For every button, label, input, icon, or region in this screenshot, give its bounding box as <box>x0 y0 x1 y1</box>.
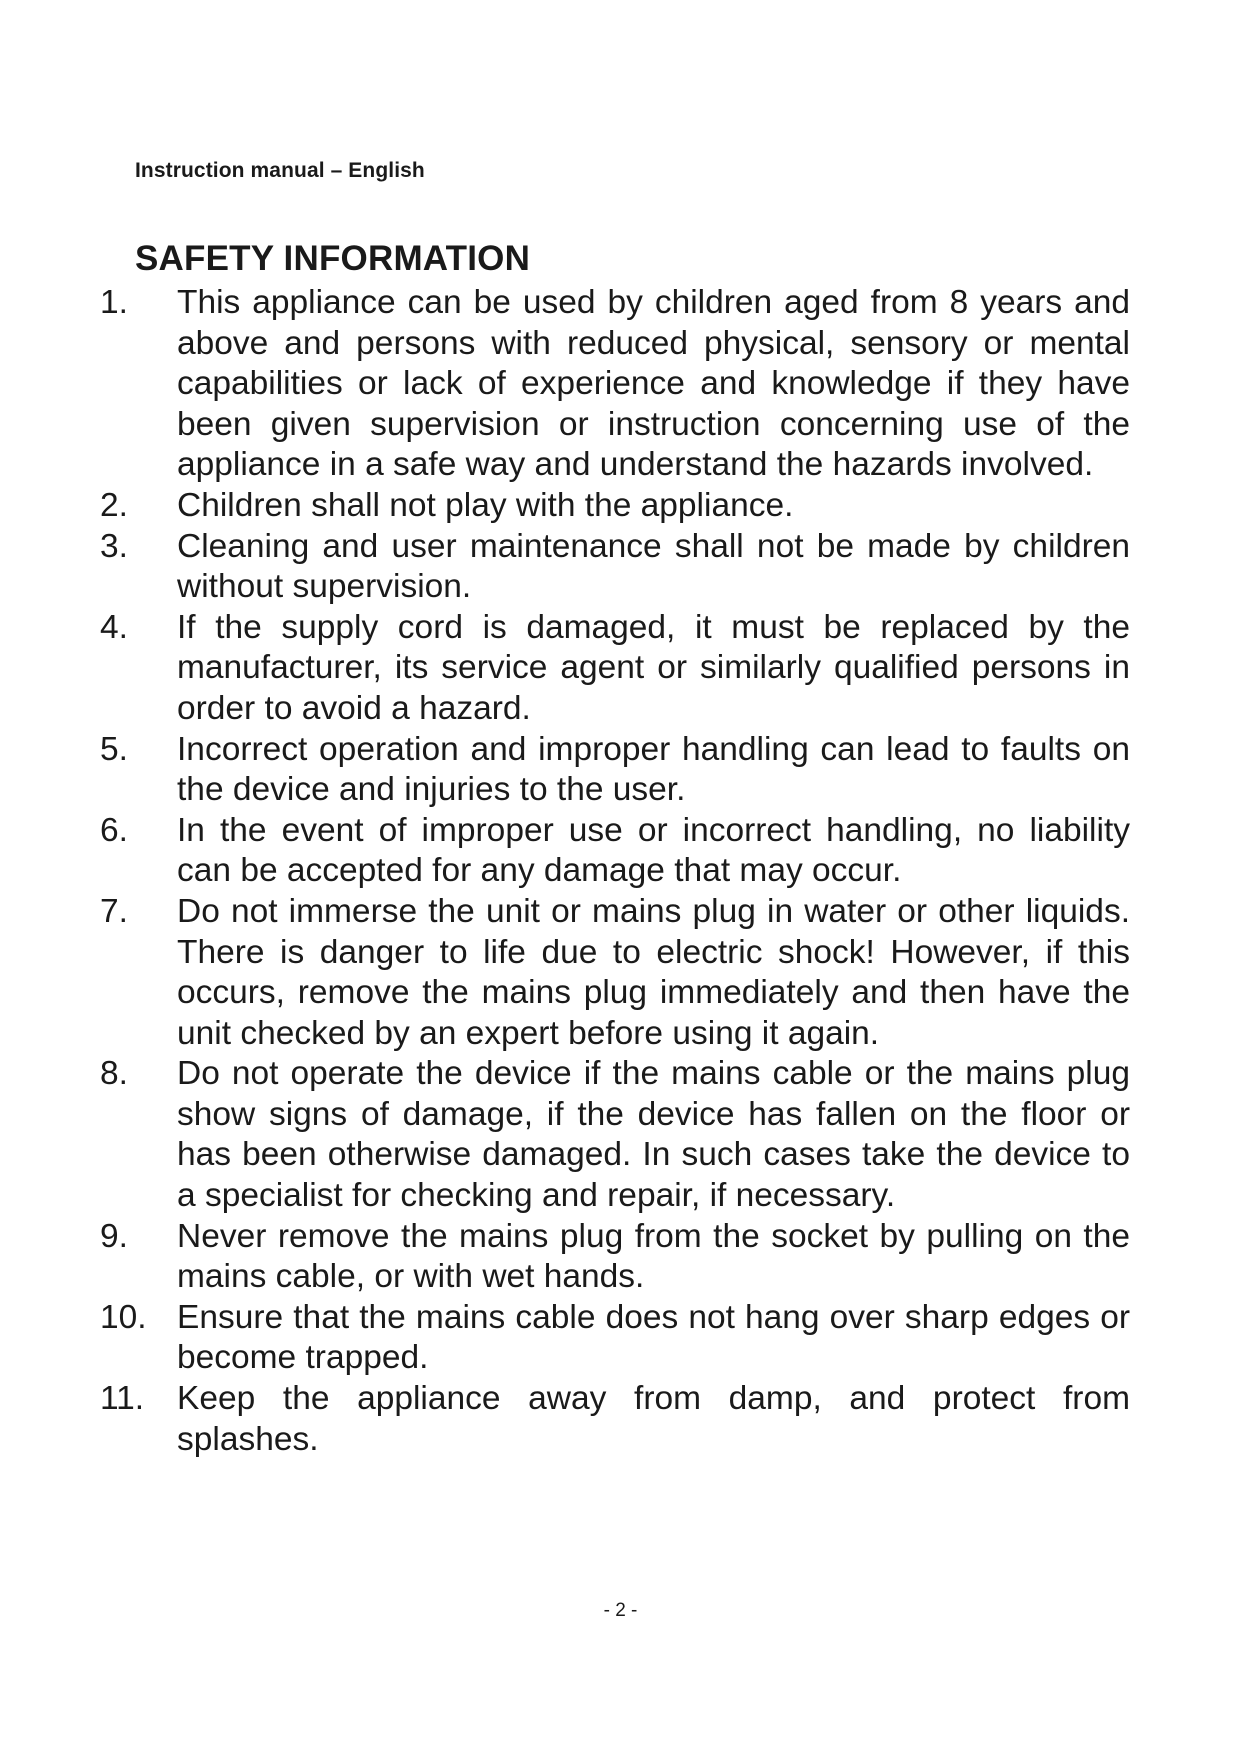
item-text: Do not operate the device if the mains cable or the mains plug show signs of damage, if the device has fallen on the floor or has been otherwise damaged. In such cases take the device to a specialist for checking and repair, if necessary. <box>177 1055 1130 1215</box>
item-text: Keep the appliance away from damp, and protect from splashes. <box>177 1380 1130 1458</box>
safety-list <box>100 283 1130 1460</box>
list-item <box>100 283 1130 486</box>
list-item <box>100 730 1130 811</box>
item-text: Do not immerse the unit or mains plug in water or other liquids. There is danger to life due to electric shock! However, if this occurs, remove the mains plug immediately and then have the unit checked by an expert before using it again. <box>177 892 1130 1052</box>
list-item <box>100 1217 1130 1298</box>
item-number: 11. <box>100 1380 145 1418</box>
item-number: 4. <box>100 608 128 646</box>
item-number: 3. <box>100 527 128 565</box>
list-item <box>100 892 1130 1054</box>
item-number: 6. <box>100 811 128 849</box>
list-item <box>100 608 1130 730</box>
list-item <box>100 527 1130 608</box>
item-text: If the supply cord is damaged, it must be replaced by the manufacturer, its service agent or similarly qualified persons in order to avoid a hazard. <box>177 608 1130 727</box>
item-number: 10. <box>100 1298 147 1336</box>
item-text: In the event of improper use or incorrect handling, no liability can be accepted for any damage that may occur. <box>177 811 1130 890</box>
list-item <box>100 1298 1130 1379</box>
item-text: Never remove the mains plug from the socket by pulling on the mains cable, or with wet hands. <box>177 1217 1130 1296</box>
section-title: SAFETY INFORMATION <box>135 239 531 278</box>
item-text: Cleaning and user maintenance shall not be made by children without supervision. <box>177 527 1130 606</box>
item-number: 5. <box>100 730 128 768</box>
item-number: 2. <box>100 486 128 524</box>
item-text: Incorrect operation and improper handling can lead to faults on the device and injuries to the user. <box>177 730 1130 809</box>
item-number: 1. <box>100 284 128 321</box>
list-item <box>100 811 1130 892</box>
item-text: Ensure that the mains cable does not hang over sharp edges or become trapped. <box>177 1298 1130 1377</box>
item-text: This appliance can be used by children aged from 8 years and above and persons with reduced physical, sensory or mental capabilities or lack of experience and knowledge if they have been given supervision or instruction concerning use of the appliance in a safe way and understand the hazards involved. <box>177 284 1130 484</box>
item-number: 7. <box>100 892 128 930</box>
item-number: 8. <box>100 1055 128 1093</box>
page-number: - 2 - <box>603 1600 638 1621</box>
list-item <box>100 1054 1130 1216</box>
manual-language-label: Instruction manual – English <box>135 159 425 182</box>
list-item <box>100 1379 1130 1460</box>
list-item <box>100 486 1130 527</box>
item-number: 9. <box>100 1217 128 1255</box>
item-text: Children shall not play with the appliance. <box>177 486 794 524</box>
